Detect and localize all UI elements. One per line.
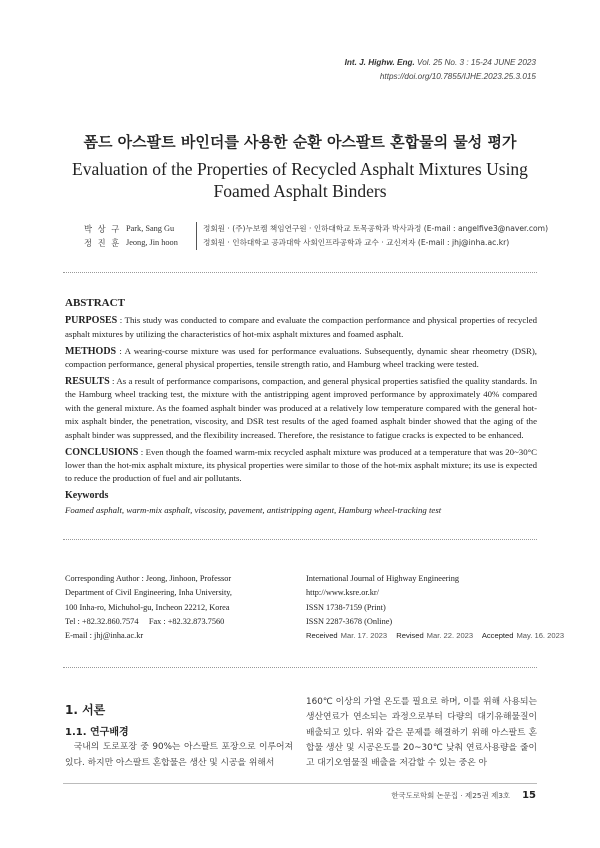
section-heading: 1. 서론 — [65, 703, 106, 717]
purposes-label: PURPOSES — [65, 315, 118, 327]
corresponding-line: 100 Inha-ro, Michuhol-gu, Incheon 22212, Korea — [65, 602, 230, 612]
keywords-heading: Keywords — [65, 490, 109, 502]
divider — [63, 272, 537, 273]
footer-journal: 한국도로학회 논문집 · 제25권 제3호 — [391, 791, 511, 800]
author-name-ko: 정 진 훈 — [84, 238, 121, 248]
abstract-results — [65, 375, 537, 442]
divider — [63, 539, 537, 540]
author-affiliation: 정회원 · 인하대학교 공과대학 사회인프라공학과 교수 · 교신저자 (E-mail : jhj@inha.ac.kr) — [196, 236, 509, 250]
corresponding-line: Tel : +82.32.860.7574 Fax : +82.32.873.7560 — [65, 616, 225, 626]
title-english-line1: Evaluation of the Properties of Recycled Asphalt Mixtures Using — [72, 159, 528, 179]
author-list — [84, 222, 548, 250]
journal-url[interactable]: http://www.ksre.or.kr/ — [306, 588, 379, 598]
accepted-date: May. 16. 2023 — [516, 631, 565, 641]
author-name-en: Jeong, Jin hoon — [126, 238, 178, 247]
abstract-purposes — [65, 314, 537, 341]
corresponding-line: Corresponding Author : Jeong, Jinhoon, Professor — [65, 574, 232, 583]
corresponding-line: Department of Civil Engineering, Inha University, — [65, 588, 232, 598]
methods-label: METHODS — [65, 345, 117, 357]
divider — [63, 667, 537, 668]
abstract — [65, 297, 537, 517]
abstract-methods — [65, 345, 537, 372]
issn-online: ISSN 2287-3678 (Online) — [306, 616, 393, 626]
volume-info: Vol. 25 No. 3 : 15-24 JUNE 2023 — [417, 58, 536, 67]
conclusions-label: CONCLUSIONS — [65, 446, 139, 458]
received-date: Mar. 17. 2023 — [340, 631, 388, 641]
journal-info — [306, 572, 571, 643]
abstract-conclusions — [65, 446, 537, 486]
author-name-en: Park, Sang Gu — [126, 224, 175, 233]
keywords: Foamed asphalt, warm-mix asphalt, viscosity, pavement, antistripping agent, Hamburg wheel-tracking test — [65, 504, 442, 515]
subsection-heading: 1.1. 연구배경 — [65, 727, 129, 738]
page-footer — [391, 790, 536, 801]
results-text: : As a result of performance comparisons, compaction, and general physical properties satisfied the quality standards. In the Hamburg wheel tracking test, the mixture with the antistripping agent improved performance by approximately 40% compared with the general mixture. As the foamed asphalt binder was produced at a relatively low temperature compared with the general hot-mix asphalt binder, the penetration, viscosity, and DSR test results of the aged foamed asphalt binder showed that the aging of the asphalt binder was suppressed, and the flexibility increased. Therefore, the resistance to fatigue cracks is expected to be enhanced. — [65, 376, 537, 440]
article-dates — [306, 629, 571, 643]
doi-link[interactable]: https://doi.org/10.7855/IJHE.2023.25.3.015 — [379, 72, 536, 81]
results-label: RESULTS — [65, 376, 110, 388]
title-english — [0, 158, 600, 202]
author-row — [84, 222, 548, 236]
footer-divider — [63, 783, 537, 784]
abstract-heading: ABSTRACT — [65, 297, 125, 309]
issn-print: ISSN 1738-7159 (Print) — [306, 602, 386, 612]
author-affiliation: 정회원 · (주)누보켐 책임연구원 · 인하대학교 토목공학과 박사과정 (E-mail : angelfive3@naver.com) — [196, 222, 548, 236]
purposes-text: : This study was conducted to compare and evaluate the compaction performance and physical properties of recycled asphalt mixtures by utilizing the characteristics of hot-mix asphalt mixtures and foamed asphalt. — [65, 315, 537, 339]
title-korean: 폼드 아스팔트 바인더를 사용한 순환 아스팔트 혼합물의 물성 평가 — [83, 133, 517, 151]
journal-abbr: Int. J. Highw. Eng. — [344, 58, 415, 67]
title-english-line2: Foamed Asphalt Binders — [213, 181, 387, 201]
revised-date: Mar. 22. 2023 — [426, 631, 474, 641]
journal-name: International Journal of Highway Engineering — [306, 574, 459, 583]
revised-label: Revised — [396, 631, 424, 641]
corresponding-author-info — [65, 572, 232, 643]
page-number: 15 — [522, 790, 536, 801]
journal-citation — [345, 58, 536, 67]
received-label: Received — [306, 631, 338, 641]
corresponding-email[interactable]: E-mail : jhj@inha.ac.kr — [65, 631, 144, 641]
body-text-left: 국내의 도로포장 중 90%는 아스팔트 포장으로 이루어져 있다. 하지만 아스팔트 혼합물은 생산 및 시공을 위해서 — [65, 742, 293, 768]
conclusions-text: : Even though the foamed warm-mix recycled asphalt mixture was produced at a temperature that was 20~30°C lower than the hot-mix asphalt mixture, its physical properties were similar to those of the hot-mix asphalt mixture; its use is expected to reduce the production of fuel and air pollutants. — [65, 446, 537, 484]
author-name-ko: 박 상 구 — [84, 224, 121, 234]
methods-text: : A wearing-course mixture was used for performance evaluations. Subsequently, dynamic shear rheometry (DSR), compaction performance, general physical properties, tensile strength ratio, and Hamburg wheel tracking were tested. — [65, 345, 537, 370]
body-text-right: 160℃ 이상의 가열 온도를 필요로 하며, 이를 위해 사용되는 생산연료가 연소되는 과정으로부터 다량의 대기유해물질이 배출되고 있다. 위와 같은 문제를 해결하기 위해 아스팔트 혼합물 생산 및 시공온도를 20~30℃ 낮춰 연료사용량을 줄이고 대기오염물질 배출을 저감할 수 있는 중온 아 — [306, 697, 537, 769]
accepted-label: Accepted — [481, 631, 514, 641]
author-row — [84, 236, 548, 250]
